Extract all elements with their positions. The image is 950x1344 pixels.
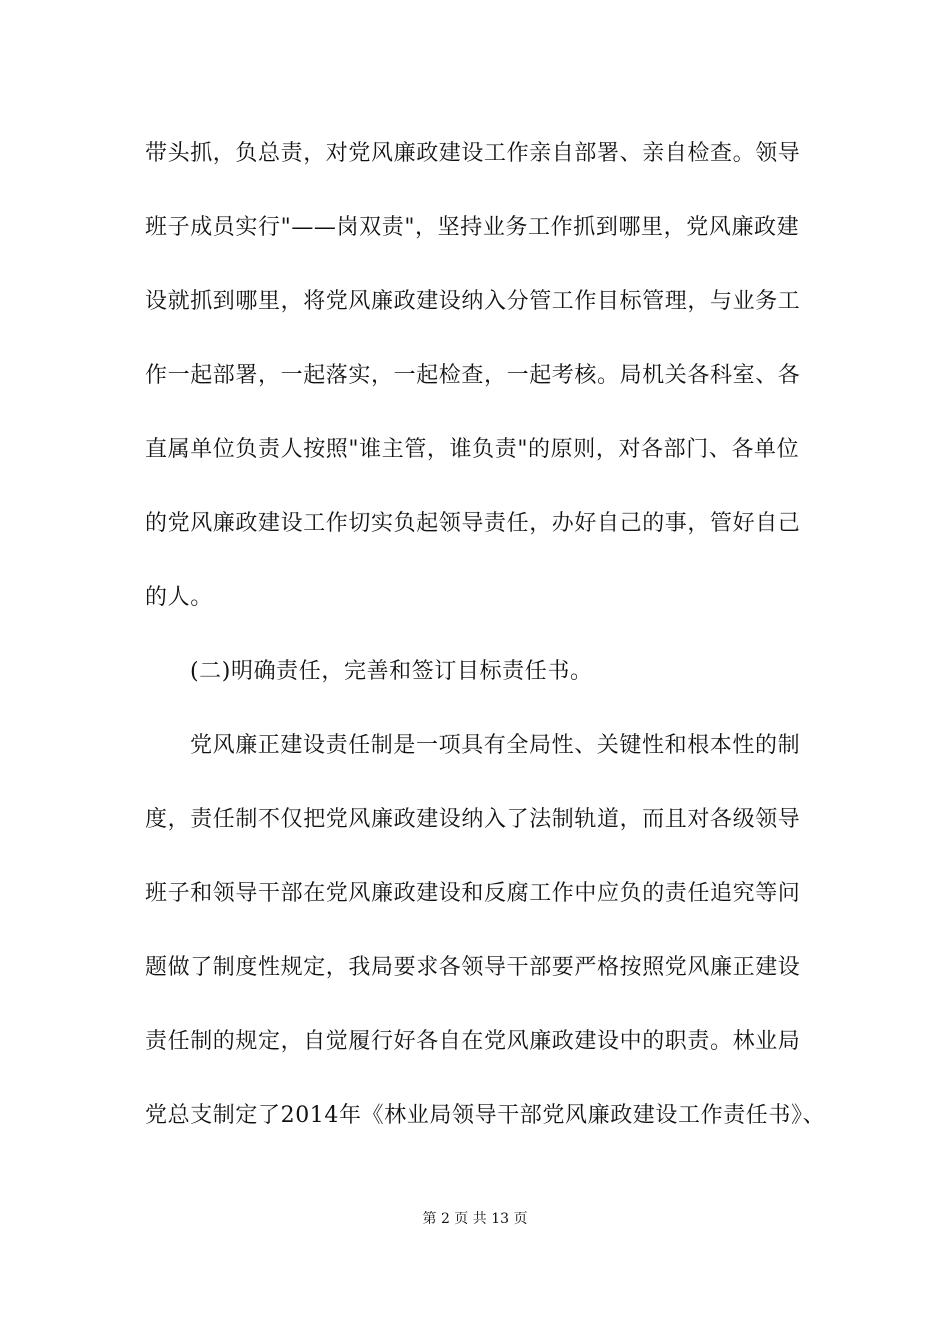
body-text-line: 班子和领导干部在党风廉政建设和反腐工作中应负的责任追究等问 — [145, 881, 801, 906]
body-text-line: 直属单位负责人按照"谁主管，谁负责"的原则，对各部门、各单位 — [145, 437, 800, 462]
body-text-line: 度，责任制不仅把党风廉政建设纳入了法制轨道，而且对各级领导 — [145, 807, 801, 832]
body-text-line: 的党风廉政建设工作切实负起领导责任，办好自己的事，管好自己 — [145, 511, 801, 536]
body-text-line: 责任制的规定，自觉履行好各自在党风廉政建设中的职责。林业局 — [145, 1029, 801, 1054]
section-heading: (二)明确责任，完善和签订目标责任书。 — [190, 659, 593, 684]
body-text-line: 班子成员实行"——岗双责"，坚持业务工作抓到哪里，党风廉政建 — [145, 215, 800, 240]
body-text-line: 设就抓到哪里，将党风廉政建设纳入分管工作目标管理，与业务工 — [145, 289, 801, 314]
page-number-footer: 第 2 页 共 13 页 — [422, 1211, 528, 1227]
body-text-line: 题做了制度性规定，我局要求各领导干部要严格按照党风廉正建设 — [145, 955, 801, 980]
body-text-line: 的人。 — [145, 585, 213, 610]
body-text-line: 党总支制定了2014年《林业局领导干部党风廉政建设工作责任书》、 — [145, 1103, 826, 1128]
body-text-line: 党风廉正建设责任制是一项具有全局性、关键性和根本性的制 — [190, 733, 801, 758]
body-text-line: 作一起部署，一起落实，一起检查，一起考核。局机关各科室、各 — [145, 363, 801, 388]
body-text-line: 带头抓，负总责，对党风廉政建设工作亲自部署、亲自检查。领导 — [145, 141, 801, 166]
